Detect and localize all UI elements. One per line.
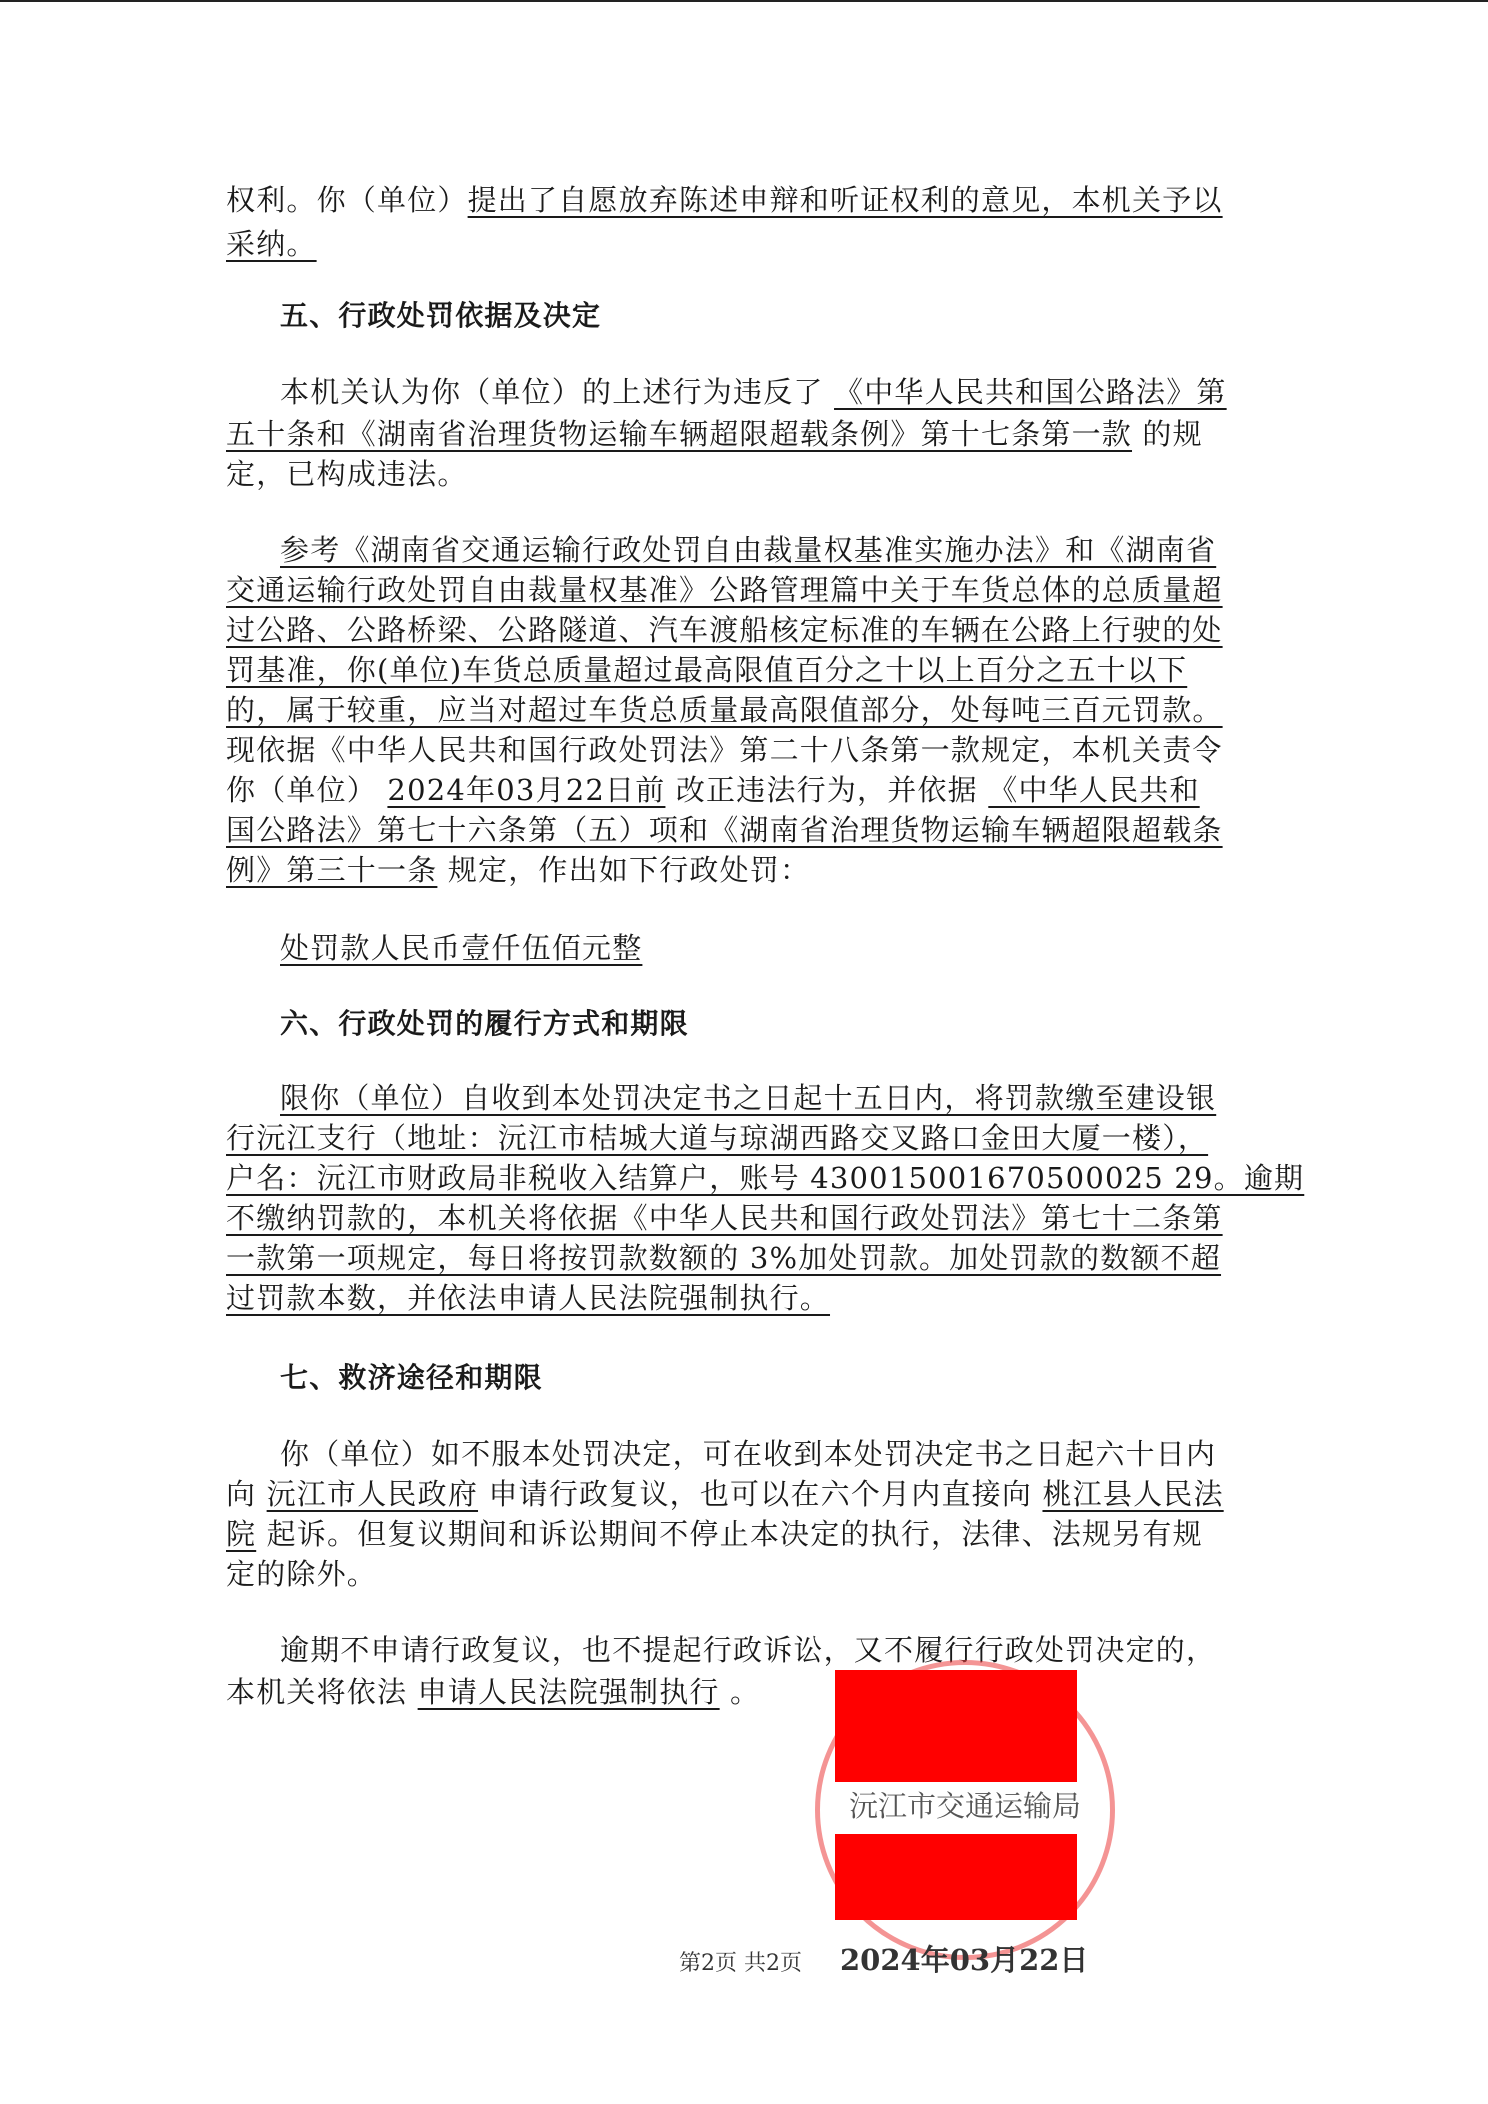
text-run: 申请行政复议，也可以在六个月内直接向 — [478, 1477, 1043, 1511]
section-7-heading: 七、救济途径和期限 — [280, 1361, 543, 1394]
payment-line-1: 限你（单位）自收到本处罚决定书之日起十五日内，将罚款缴至建设银 — [280, 1081, 1217, 1115]
text-run: 权利。你（单位） — [226, 183, 468, 217]
section-5-heading: 五、行政处罚依据及决定 — [280, 299, 602, 332]
reference-line-8: 国公路法》第七十六条第（五）项和《湖南省治理货物运输车辆超限超载条 — [226, 813, 1223, 847]
reference-line-2: 交通运输行政处罚自由裁量权基准》公路管理篇中关于车货总体的总质量超 — [226, 573, 1223, 607]
text-run: 规定，作出如下行政处罚： — [437, 853, 811, 887]
seal-redaction-bottom — [835, 1834, 1077, 1920]
payment-line-2: 行沅江支行（地址：沅江市桔城大道与琼湖西路交叉路口金田大厦一楼）， — [226, 1121, 1209, 1155]
rights-line-2 — [226, 224, 317, 264]
payment-line-4: 不缴纳罚款的，本机关将依据《中华人民共和国行政处罚法》第七十二条第 — [226, 1201, 1223, 1235]
filled-field: 《中华人民共和 — [988, 773, 1200, 807]
text-run: 你（单位） — [226, 773, 388, 807]
enforcement-line-2 — [226, 1672, 760, 1712]
seal-redaction-top — [835, 1670, 1077, 1782]
basis-line-3: 定，已构成违法。 — [226, 457, 468, 491]
payment-line-6: 过罚款本数，并依法申请人民法院强制执行。 — [226, 1281, 831, 1315]
reference-line-7 — [226, 770, 1200, 810]
reference-line-9 — [226, 850, 810, 890]
reference-line-1: 参考《湖南省交通运输行政处罚自由裁量权基准实施办法》和《湖南省 — [280, 533, 1217, 567]
enforcement-action: 申请人民法院强制执行 — [417, 1675, 720, 1709]
filled-field: 例》第三十一条 — [226, 853, 438, 887]
page-number: 第2页 共2页 — [679, 1951, 802, 1976]
remedy-line-2 — [226, 1474, 1224, 1514]
filled-field: 《中华人民共和国公路法》第 — [834, 375, 1227, 409]
reference-line-4: 罚基准，你(单位)车货总质量超过最高限值百分之十以上百分之五十以下 — [226, 653, 1188, 687]
text-run: 本机关认为你（单位）的上述行为违反了 — [280, 375, 835, 409]
section-6-heading: 六、行政处罚的履行方式和期限 — [280, 1007, 689, 1040]
reference-line-6: 现依据《中华人民共和国行政处罚法》第二十八条第一款规定，本机关责令 — [226, 733, 1223, 767]
remedy-line-3 — [226, 1514, 1203, 1554]
court-name: 桃江县人民法 — [1042, 1477, 1224, 1511]
page-top-border — [0, 0, 1488, 2]
text-run: 改正违法行为，并依据 — [665, 773, 989, 807]
filled-field: 五十条和《湖南省治理货物运输车辆超限超载条例》第十七条第一款 — [226, 417, 1133, 451]
seal-agency-name: 沅江市交通运输局 — [845, 1786, 1085, 1826]
issue-date: 2024年03月22日 — [840, 1943, 1089, 1977]
basis-line-1 — [280, 372, 1227, 412]
filled-field: 采纳。 — [226, 227, 317, 261]
payment-line-3: 户名：沅江市财政局非税收入结算户，账号 430015001670500025 29。逾期 — [226, 1161, 1305, 1195]
deadline-date: 2024年03月22日前 — [387, 773, 666, 807]
reference-line-5: 的，属于较重，应当对超过车货总质量最高限值部分，处每吨三百元罚款。 — [226, 693, 1223, 727]
text-run: 的规 — [1132, 417, 1203, 451]
text-run: 向 — [226, 1477, 267, 1511]
remedy-line-1: 你（单位）如不服本处罚决定，可在收到本处罚决定书之日起六十日内 — [280, 1437, 1217, 1471]
enforcement-line-1: 逾期不申请行政复议，也不提起行政诉讼，又不履行行政处罚决定的， — [280, 1633, 1217, 1667]
payment-line-5: 一款第一项规定，每日将按罚款数额的 3%加处罚款。加处罚款的数额不超 — [226, 1241, 1222, 1275]
reference-line-3: 过公路、公路桥梁、公路隧道、汽车渡船核定标准的车辆在公路上行驶的处 — [226, 613, 1223, 647]
filled-field: 提出了自愿放弃陈述申辩和听证权利的意见，本机关予以 — [467, 183, 1223, 217]
court-name: 院 — [226, 1517, 257, 1551]
text-run: 本机关将依法 — [226, 1675, 418, 1709]
rights-line-1 — [226, 180, 1223, 220]
text-run: 。 — [719, 1675, 761, 1709]
review-authority: 沅江市人民政府 — [266, 1477, 479, 1511]
text-run: 起诉。但复议期间和诉讼期间不停止本决定的执行，法律、法规另有规 — [256, 1517, 1203, 1551]
remedy-line-4: 定的除外。 — [226, 1557, 378, 1591]
penalty-amount: 处罚款人民币壹仟伍佰元整 — [280, 931, 643, 965]
basis-line-2 — [226, 414, 1203, 454]
